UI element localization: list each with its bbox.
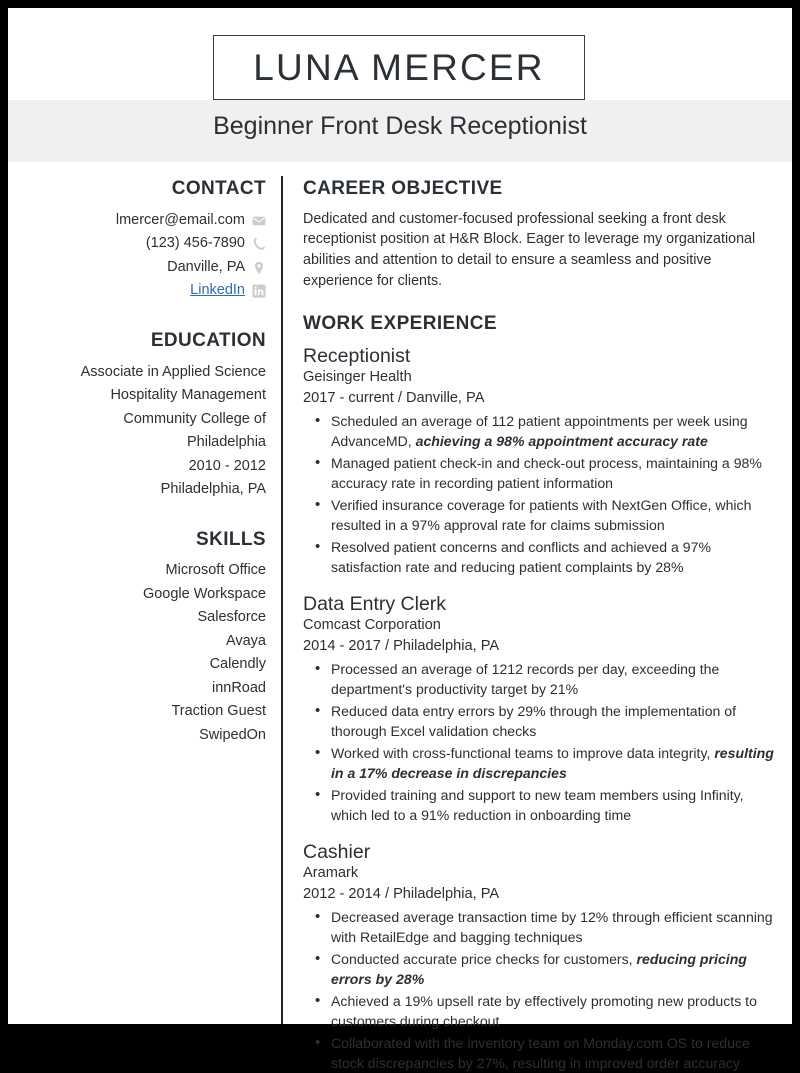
career-objective-section	[303, 178, 774, 291]
skill-item: Salesforce	[197, 609, 266, 626]
resume-header	[8, 8, 792, 162]
sidebar	[8, 162, 281, 1024]
name-box	[213, 35, 585, 100]
skills-list	[18, 559, 266, 747]
job-dates-location: 2017 - current / Danville, PA	[303, 390, 485, 407]
bullet-emphasis: reducing pricing errors by 28%	[331, 950, 747, 987]
job-dates-location: 2012 - 2014 / Philadelphia, PA	[303, 886, 500, 903]
contact-location-text: Danville, PA	[167, 258, 245, 275]
skills-section	[18, 529, 266, 748]
skill-item: Calendly	[209, 656, 266, 673]
job-bullets	[303, 659, 774, 825]
education-line: Community College of	[123, 410, 266, 427]
main-content	[283, 162, 792, 1071]
resume-page	[8, 8, 792, 1071]
education-line: 2010 - 2012	[188, 457, 266, 474]
job-bullet: • Managed patient check-in and check-out process, maintaining a 98% accuracy rate in recording patient information	[331, 453, 774, 493]
candidate-name: LUNA MERCER	[253, 47, 545, 88]
work-experience-heading: WORK EXPERIENCE	[303, 313, 497, 335]
job-bullet: • Achieved a 19% upsell rate by effectively promoting new products to customers during checkout	[331, 991, 774, 1031]
job-bullet: • Scheduled an average of 112 patient appointments per week using AdvanceMD, achieving a 98% appointment accuracy rate	[331, 411, 774, 451]
job-company: Geisinger Health	[303, 369, 412, 386]
skill-item: innRoad	[211, 679, 266, 696]
job-bullet: • Verified insurance coverage for patients with NextGen Office, which resulted in a 97% approval rate for claims submission	[331, 495, 774, 535]
phone-icon	[252, 237, 266, 251]
contact-item-linkedin[interactable]	[18, 279, 266, 302]
job-bullet: • Decreased average transaction time by 12% through efficient scanning with RetailEdge and bagging techniques	[331, 907, 774, 947]
skill-item: Google Workspace	[142, 585, 266, 602]
envelope-icon	[252, 214, 266, 228]
education-line: Philadelphia, PA	[160, 481, 266, 498]
job-dates-location: 2014 - 2017 / Philadelphia, PA	[303, 638, 500, 655]
bullet-emphasis: achieving a 98% appointment accuracy rate	[415, 432, 708, 449]
education-lines	[18, 361, 266, 502]
skill-item: Microsoft Office	[165, 562, 266, 579]
job-bullet: • Worked with cross-functional teams to improve data integrity, resulting in a 17% decrease in discrepancies	[331, 743, 774, 783]
job-bullets	[303, 907, 774, 1073]
contact-email-text: lmercer@email.com	[115, 211, 245, 228]
job-bullet: • Reduced data entry errors by 29% through the implementation of thorough Excel validation checks	[331, 701, 774, 741]
contact-heading: CONTACT	[171, 178, 266, 199]
job-bullet: • Processed an average of 1212 records per day, exceeding the department's productivity target by 21%	[331, 659, 774, 699]
skills-heading: SKILLS	[196, 528, 266, 550]
contact-item-location	[18, 256, 266, 279]
job-bullet: • Collaborated with the inventory team on Monday.com OS to reduce stock discrepancies by 27%, resulting in improved order accuracy	[331, 1033, 774, 1073]
contact-phone-text: (123) 456-7890	[145, 235, 245, 252]
job-role: Cashier	[303, 840, 371, 863]
job-bullet: • Conducted accurate price checks for customers, reducing pricing errors by 28%	[331, 949, 774, 989]
job-entry	[303, 344, 774, 577]
job-role: Receptionist	[303, 345, 411, 367]
education-line: Hospitality Management	[110, 387, 266, 404]
skill-item: SwipedOn	[199, 726, 266, 743]
contact-item-phone	[18, 232, 266, 255]
career-objective-heading: CAREER OBJECTIVE	[303, 178, 503, 199]
job-bullet: • Resolved patient concerns and conflicts and achieved a 97% satisfaction rate and reducing patient complaints by 28%	[331, 537, 774, 577]
contact-section	[18, 178, 266, 303]
linkedin-link[interactable]: LinkedIn	[190, 282, 245, 299]
education-line: Associate in Applied Science	[80, 363, 266, 380]
map-pin-icon	[252, 261, 266, 275]
linkedin-icon[interactable]	[252, 284, 266, 298]
skill-item: Avaya	[225, 632, 266, 649]
job-entry	[303, 592, 774, 825]
job-company: Aramark	[303, 865, 359, 882]
candidate-job-title: Beginner Front Desk Receptionist	[213, 112, 587, 140]
education-heading: EDUCATION	[150, 329, 266, 351]
job-company: Comcast Corporation	[303, 617, 441, 634]
contact-item-email	[18, 209, 266, 232]
job-bullet: • Provided training and support to new team members using Infinity, which led to a 91% reduction in onboarding time	[331, 785, 774, 825]
education-line: Philadelphia	[186, 434, 266, 451]
resume-body	[8, 162, 792, 1071]
contact-list	[18, 209, 266, 303]
education-section	[18, 330, 266, 502]
job-entry	[303, 840, 774, 1073]
work-experience-section	[303, 313, 774, 1073]
skill-item: Traction Guest	[171, 703, 266, 720]
job-bullets	[303, 411, 774, 577]
career-objective-text: Dedicated and customer-focused professional seeking a front desk receptionist position at H&R Block. Eager to leverage my organizational abilities and attention to detail to ensure a seamless and positive experience for clients.	[303, 210, 756, 289]
bullet-emphasis: resulting in a 17% decrease in discrepancies	[331, 744, 774, 781]
job-role: Data Entry Clerk	[303, 592, 447, 615]
